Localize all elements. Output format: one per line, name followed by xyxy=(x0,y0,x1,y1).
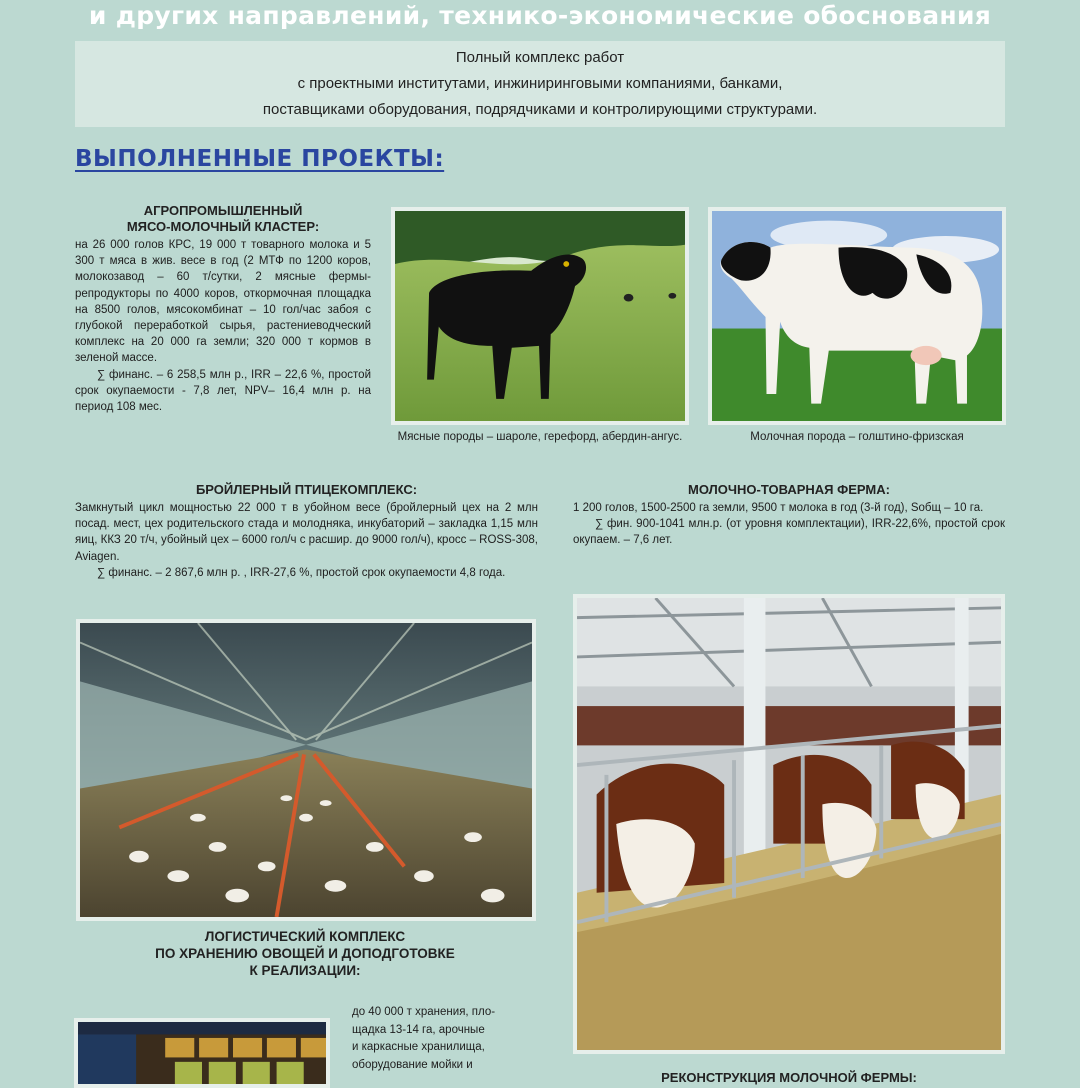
agro-finance: ∑ финанс. – 6 258,5 млн р., IRR – 22,6 %, простой срок окупаемости - 7,8 лет, NPV– 16,4 млн р. на период 108 мес. xyxy=(75,368,371,414)
logistics-text xyxy=(352,1004,532,1074)
agro-cluster-title xyxy=(75,203,371,235)
dairy-farm-block xyxy=(573,482,1005,549)
agro-cluster-text xyxy=(75,237,371,415)
dairy-caption: Молочная порода – голштино-фризская xyxy=(750,431,964,443)
logistics-line: оборудование мойки и xyxy=(352,1058,473,1071)
logistics-title-line: ПО ХРАНЕНИЮ ОВОЩЕЙ И ДОПОДГОТОВКЕ xyxy=(155,946,455,961)
reconstruction-title: РЕКОНСТРУКЦИЯ МОЛОЧНОЙ ФЕРМЫ: xyxy=(661,1070,917,1085)
logistics-title-line: ЛОГИСТИЧЕСКИЙ КОМПЛЕКС xyxy=(204,929,406,944)
dairy-farm-finance: ∑ фин. 900-1041 млн.р. (от уровня комплектации), IRR-22,6%, простой срок окупаем. – 7,6 лет. xyxy=(573,518,1005,547)
dairy-barn-image xyxy=(577,598,1001,1050)
logistics-photo xyxy=(74,1018,330,1088)
poultry-house-image xyxy=(80,623,532,917)
agro-paragraph: на 26 000 голов КРС, 19 000 т товарного молока и 5 300 т мяса в жив. весе в год (2 МТФ по 1200 коров, молокозавод – 60 т/сутки, 2 мясные фермы-репродукторы по 4000 коров, откормочная площадка на 8500 голов, мясокомбинат – 10 гол/час забоя с глубокой переработкой сырья, растениеводческий комплекс на 20 000 га земли; 320 000 т кормов в зеленой массе. xyxy=(75,239,371,365)
beef-cattle-photo xyxy=(391,207,689,425)
logistics-title xyxy=(90,928,520,979)
broiler-paragraph: Замкнутый цикл мощностью 22 000 т в убойном весе (бройлерный цех на 2 млн посад. мест, цех родительского стада и молодняка, инкубаторий – закладка 1,15 млн яиц, ККЗ 20 т/ч, убойный цех – 6000 гол/ч с расшир. до 9000 гол/ч), кросс – ROSS-308, Aviagen. xyxy=(75,502,538,563)
dairy-cow-image xyxy=(712,211,1002,421)
beef-cattle-image xyxy=(395,211,685,421)
intro-line: поставщиками оборудования, подрядчиками и контролирующими структурами. xyxy=(262,101,818,118)
broiler-title: БРОЙЛЕРНЫЙ ПТИЦЕКОМПЛЕКС: xyxy=(195,482,418,497)
logistics-line: щадка 13-14 га, арочные xyxy=(352,1023,485,1036)
dairy-farm-text xyxy=(573,500,1005,549)
header-title: и других направлений, технико-экономические обоснования xyxy=(88,1,992,30)
logistics-title-line: К РЕАЛИЗАЦИИ: xyxy=(249,963,361,978)
beef-caption: Мясные породы – шароле, герефорд, абердин-ангус. xyxy=(397,431,683,443)
logistics-line: до 40 000 т хранения, пло- xyxy=(352,1006,496,1018)
dairy-cow-photo xyxy=(708,207,1006,425)
logistics-title-block xyxy=(90,928,520,979)
intro-line: с проектными институтами, инжиниринговыми компаниями, банками, xyxy=(297,75,783,92)
logistics-image xyxy=(78,1022,326,1084)
agro-title-line: АГРОПРОМЫШЛЕННЫЙ xyxy=(143,203,303,218)
agro-title-line: МЯСО-МОЛОЧНЫЙ КЛАСТЕР: xyxy=(126,219,320,234)
broiler-text xyxy=(75,500,538,581)
intro-box xyxy=(75,41,1005,127)
broiler-finance: ∑ финанс. – 2 867,6 млн р. , IRR-27,6 %, простой срок окупаемости 4,8 года. xyxy=(97,566,506,579)
section-title: ВЫПОЛНЕННЫЕ ПРОЕКТЫ: xyxy=(75,146,445,172)
poultry-house-photo xyxy=(76,619,536,921)
dairy-farm-paragraph: 1 200 голов, 1500-2500 га земли, 9500 т молока в год (3-й год), Sобщ – 10 га. xyxy=(573,502,984,514)
broiler-block xyxy=(75,482,538,581)
dairy-barn-photo xyxy=(573,594,1005,1054)
agro-cluster-block xyxy=(75,203,371,415)
logistics-line: и каркасные хранилища, xyxy=(352,1041,485,1053)
intro-line: Полный комплекс работ xyxy=(455,49,625,66)
dairy-farm-title: МОЛОЧНО-ТОВАРНАЯ ФЕРМА: xyxy=(688,482,890,497)
